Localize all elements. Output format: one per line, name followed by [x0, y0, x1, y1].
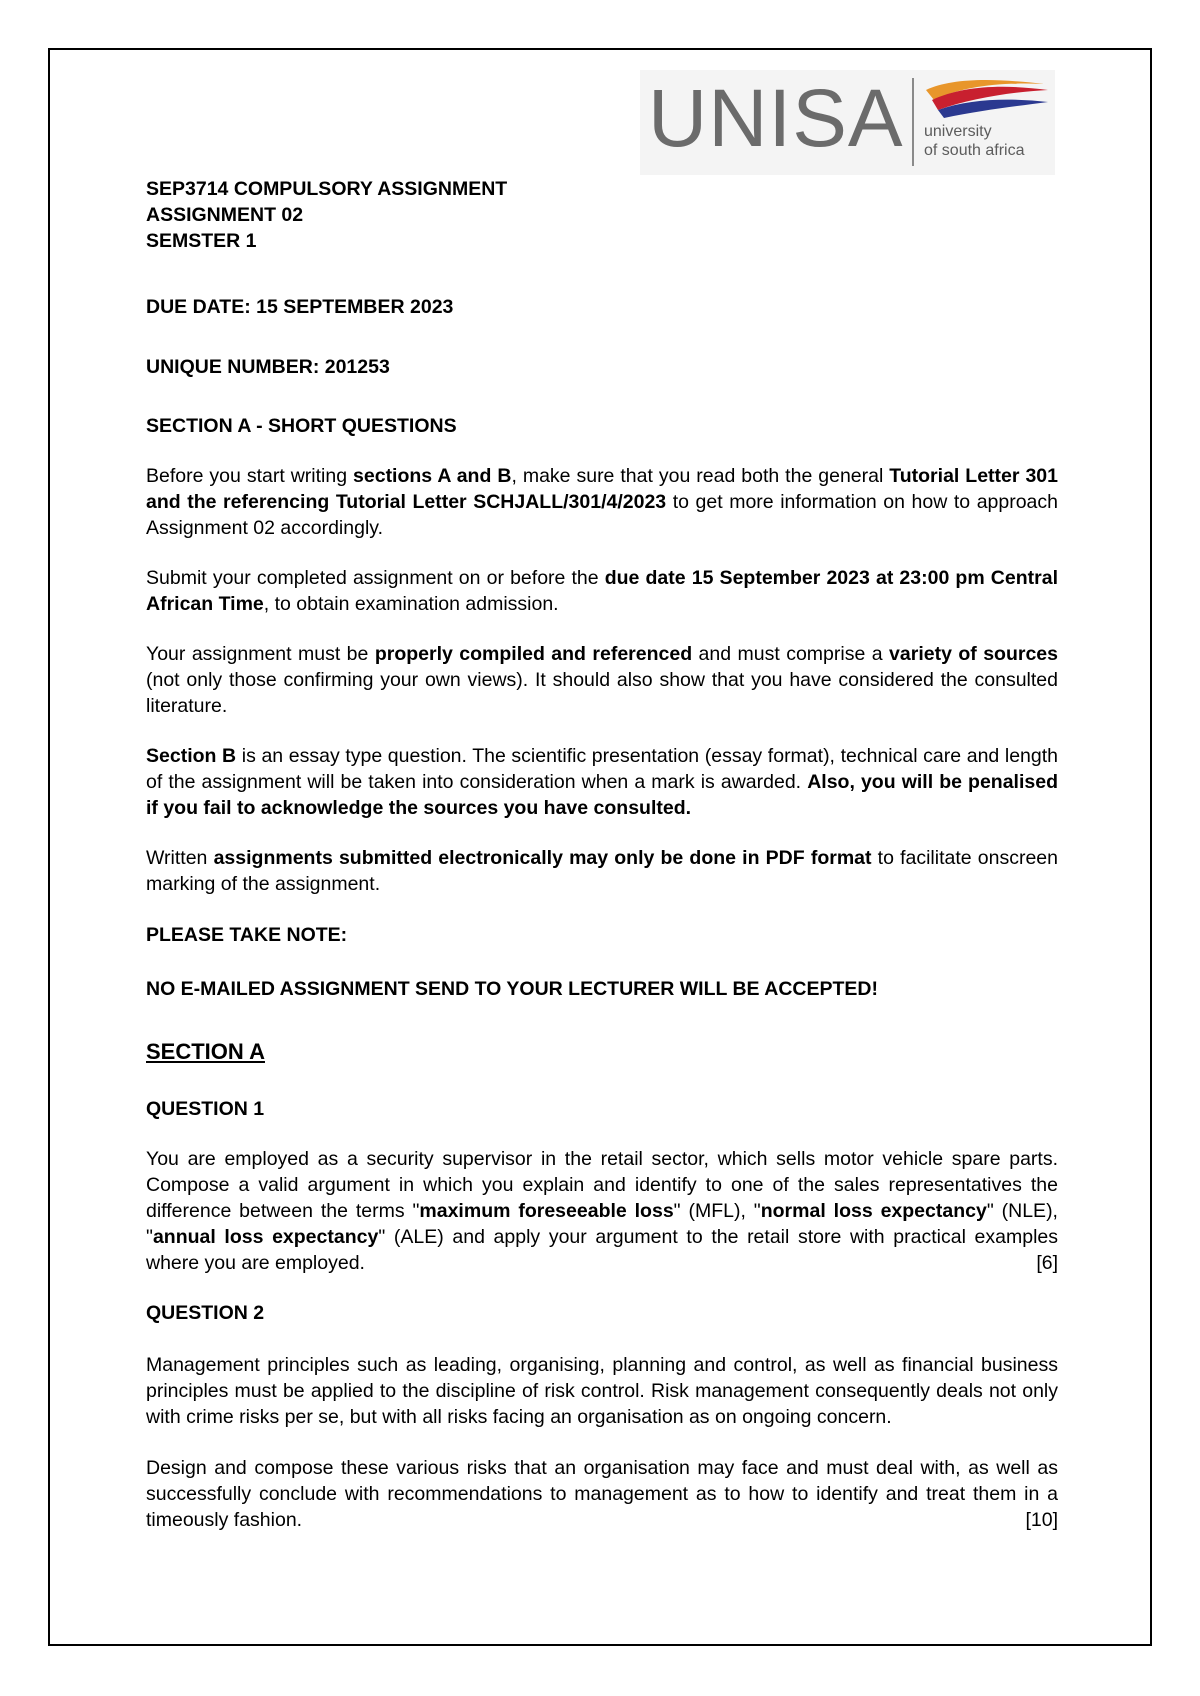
p3-c: and must comprise a	[692, 643, 890, 665]
q1-term-ale: annual loss expectancy	[152, 1226, 379, 1248]
semester: SEMSTER 1	[146, 230, 257, 252]
question-1-label: QUESTION 1	[146, 1098, 265, 1120]
p3-b: properly compiled and referenced	[374, 643, 693, 665]
p4-b: is an essay type question. The scientific presentation (essay format), technical care and length of the assignment will be taken into consideration when a mark is awarded.	[146, 745, 1059, 793]
course-title: SEP3714 COMPULSORY ASSIGNMENT	[146, 178, 508, 200]
due-date-block	[146, 294, 1058, 320]
p5-c: to facilitate onscreen marking of the assignment.	[146, 847, 1058, 895]
p3-d: variety of sources	[889, 643, 1058, 665]
q1-t1: You are employed as a security supervisor in the retail sector, which sells motor vehicle spare parts. Compose a valid argument in which you explain and identify to one of the sales representatives the difference between the terms "	[146, 1148, 1058, 1222]
p4-a: Section B	[146, 745, 237, 767]
warning-block	[146, 976, 1058, 1002]
p5-a: Written	[146, 847, 214, 869]
q2-para-1-text: Management principles such as leading, organising, planning and control, as well as financial business principles must be applied to the discipline of risk control. Risk management consequently deals not only with crime risks per se, but with all risks facing an organisation as on ongoing concern.	[146, 1354, 1058, 1428]
q1-term-mfl: maximum foreseeable loss	[419, 1200, 674, 1222]
logo-subtitle	[924, 122, 1025, 160]
p1-c: , make sure that you read both the general	[511, 465, 890, 487]
section-short-heading-block	[146, 413, 1058, 439]
p2-b: due date 15 September 2023 at 23:00 pm Central African Time	[146, 567, 1058, 615]
question-2-mark: [10]	[1025, 1509, 1058, 1531]
question-1-mark: [6]	[1036, 1252, 1058, 1274]
logo-divider	[912, 78, 914, 166]
q1-t5: " (NLE), "	[146, 1200, 1058, 1248]
p5-b: assignments submitted electronically may only be done in PDF format	[213, 847, 872, 869]
note-block	[146, 922, 1058, 948]
due-date: DUE DATE: 15 SEPTEMBER 2023	[146, 296, 454, 318]
intro-paragraph-4	[146, 743, 1058, 821]
p4-c: Also, you will be penalised if you fail to acknowledge the sources you have consulted.	[146, 771, 1058, 819]
p3-a: Your assignment must be	[146, 643, 375, 665]
section-short-heading: SECTION A - SHORT QUESTIONS	[146, 415, 457, 437]
intro-paragraph-2	[146, 565, 1058, 617]
logo-sub-line-2: of south africa	[924, 142, 1025, 159]
question-1-label-block	[146, 1096, 1058, 1122]
section-a-heading-block	[146, 1039, 1058, 1066]
intro-paragraph-5	[146, 845, 1058, 897]
flag-swoosh-icon	[922, 76, 1052, 120]
assignment-number: ASSIGNMENT 02	[146, 204, 304, 226]
logo-wordmark: UNISA	[648, 73, 904, 164]
question-1-body	[146, 1146, 1058, 1276]
email-warning: NO E-MAILED ASSIGNMENT SEND TO YOUR LECTURER WILL BE ACCEPTED!	[146, 978, 879, 1000]
q1-t3: " (MFL), "	[673, 1200, 761, 1222]
q1-term-nle: normal loss expectancy	[760, 1200, 987, 1222]
p1-e: to get more information on how to approach Assignment 02 accordingly.	[146, 491, 1059, 539]
p3-e: (not only those confirming your own views). It should also show that you have considered the consulted literature.	[146, 669, 1058, 717]
question-2-label-block	[146, 1300, 1058, 1326]
unisa-logo	[640, 70, 1055, 175]
question-2-label: QUESTION 2	[146, 1302, 265, 1324]
question-2-para-1	[146, 1352, 1058, 1430]
section-a-heading: SECTION A	[146, 1039, 265, 1064]
logo-sub-line-1: university	[924, 123, 992, 140]
assignment-header	[146, 176, 1058, 254]
please-take-note: PLEASE TAKE NOTE:	[146, 924, 348, 946]
intro-paragraph-1	[146, 463, 1058, 541]
p2-a: Submit your completed assignment on or before the	[146, 567, 605, 589]
q2-para-2-text: Design and compose these various risks that an organisation may face and must deal with, as well as successfully conclude with recommendations to management as to how to identify and treat them in a timeously fashion.	[146, 1457, 1058, 1531]
intro-paragraph-3	[146, 641, 1058, 719]
question-2-para-2	[146, 1455, 1058, 1533]
p2-c: , to obtain examination admission.	[263, 593, 559, 615]
q1-t7: " (ALE) and apply your argument to the retail store with practical examples where you are employed.	[146, 1226, 1058, 1274]
p1-b: sections A and B	[353, 465, 512, 487]
unique-number: UNIQUE NUMBER: 201253	[146, 356, 390, 378]
p1-a: Before you start writing	[146, 465, 354, 487]
p1-d: Tutorial Letter 301 and the referencing Tutorial Letter SCHJALL/301/4/2023	[146, 465, 1058, 513]
unique-number-block	[146, 354, 1058, 380]
